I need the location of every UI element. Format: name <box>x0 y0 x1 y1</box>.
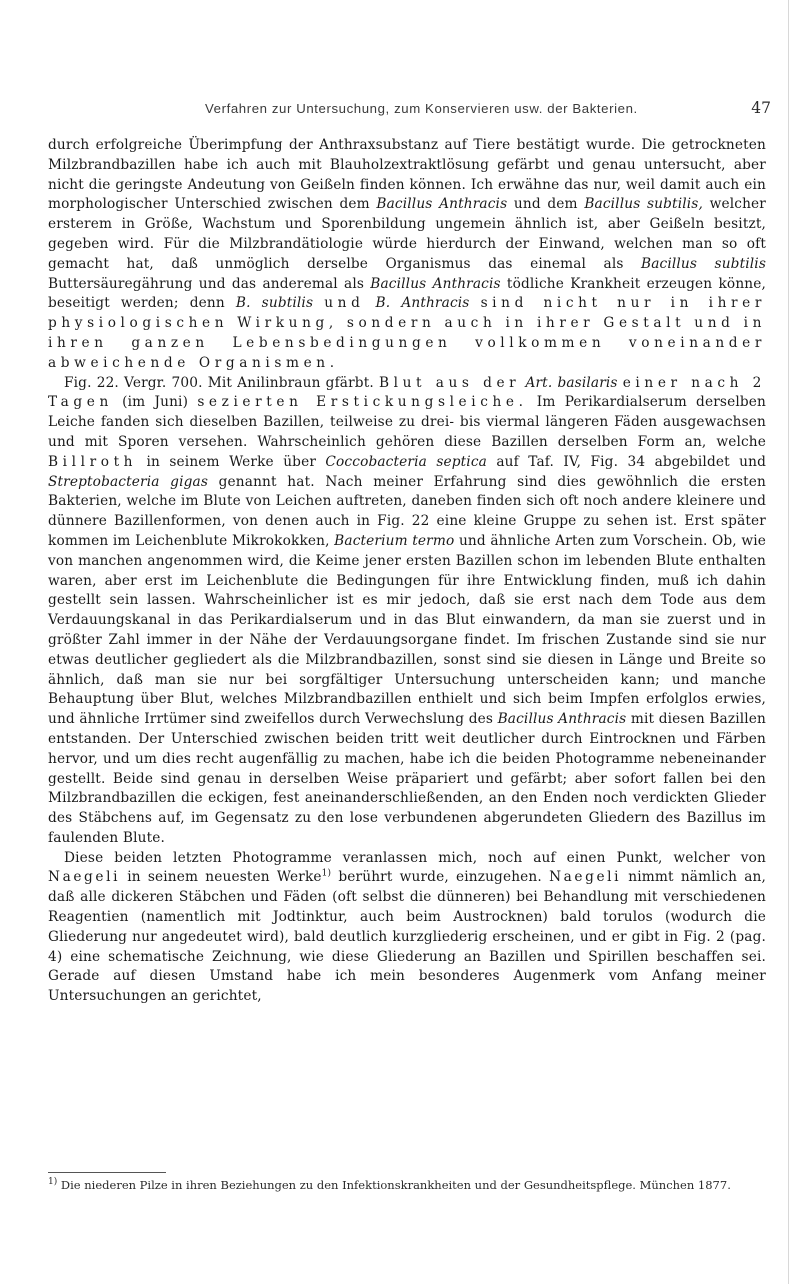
anatomical-term: Art. basilaris <box>525 374 618 391</box>
species-name: Streptobacteria gigas <box>48 473 209 490</box>
species-name: Coccobacteria septica <box>325 453 487 470</box>
text-run: und ähnliche Arten zum Vorschein. Ob, wie von manchen angenommen wird, die Keime jener ersten Bazillen schon im lebenden Blute enthalten waren, aber erst im Leichenblute die Bedingungen für ihre Entwicklung finden, muß ich dahin gestellt sein lassen. Wahrscheinlicher ist es mir jedoch, daß sie erst nach dem Tode aus dem Verdauungskanal in das Perikardialserum und in das Blut einwandern, da man sie zuerst und in größter Zahl immer in der Nähe der Verdauungsorgane findet. Im frischen Zustande sind sie nur etwas deutlicher gegliedert als die Milzbrandbazillen, sonst sind sie diesen in Länge und Breite so ähnlich, daß man sie nur bei sorgfältiger Untersuchung unterscheiden kann; und manche Behauptung über Blut, welches Milzbrandbazillen enthielt und sich beim Impfen erfolglos erwies, und ähnliche Irrtümer sind zweifellos durch Verwechslung des <box>48 532 767 728</box>
spaced-emphasis: sind nicht nur in ihrer physiologischen Wirkung, sondern auch in ihrer Gestalt und in ihren ganzen Lebensbedingungen vollkommen voneinander abweichende Organismen. <box>48 295 766 371</box>
author-name: Naegeli <box>549 869 622 886</box>
text-run: Diese beiden letzten Photogramme veranlassen mich, noch auf einen Punkt, welcher von <box>64 849 766 866</box>
paragraph-1 <box>48 136 766 374</box>
species-name: Bacillus Anthracis <box>370 275 501 292</box>
spaced-emphasis: sezierten Erstickungsleiche. <box>197 394 528 411</box>
text-run <box>469 295 480 311</box>
text-run: in seinem neuesten Werke <box>120 869 322 886</box>
paragraph-2-figure-22 <box>48 374 766 849</box>
footnote <box>48 1177 766 1194</box>
species-name: B. subtilis <box>235 295 314 312</box>
paragraph-3 <box>48 849 766 1007</box>
text-run: (im Juni) <box>112 394 198 411</box>
text-run: berührt wurde, einzugehen. <box>331 869 550 886</box>
species-name: Bacillus Anthracis <box>497 711 627 728</box>
page-number: 47 <box>751 99 771 117</box>
text-run: mit diesen Bazillen entstanden. Der Unterschied zwischen beiden tritt weit deutlicher durch Eintrocknen und Färben hervor, und um dies recht augenfällig zu machen, habe ich die beiden Photogramme nebeneinander gestellt. Beide sind genau in derselben Weise präpariert und gefärbt; aber sofort fallen bei den Milzbrandbazillen die eckigen, fest aneinanderschließenden, an den Enden noch verdickten Glieder des Stäbchens auf, im Gegensatz zu den lose verbundenen abgerundeten Gliedern des Bazillus im faulenden Blute. <box>48 711 766 846</box>
spaced-emphasis: Blut aus der <box>379 374 521 391</box>
text-run: durch erfolgreiche Überimpfung der Anthraxsubstanz auf Tiere bestätigt wurde. Die getrockneten Milzbrandbazillen habe ich auch mit Blauholzextraktlösung gefärbt und genau untersucht, aber nicht die geringste Andeutung von Geißeln finden können. Ich erwähne das nur, weil damit auch ein morphologischer Unterschied zwischen dem <box>48 137 766 213</box>
body-text <box>48 136 766 1007</box>
text-run: nimmt nämlich an, daß alle dickeren Stäbchen und Fäden (oft selbst die dünneren) bei Behandlung mit verschiedenen Reagentien (namentlich mit Jodtinktur, auch beim Austrocknen) bald torulos (wodurch die Gliederung nur angedeutet wird), bald deutlich kurzgliederig erscheinen, und er gibt in Fig. 2 (pag. 4) eine schematische Zeichnung, wie diese Gliederung an Bazillen und Spirillen beschaffen sei. Gerade auf diesen Umstand habe ich mein besonderes Augenmerk vom Anfang meiner Untersuchungen an gerichtet, <box>48 869 766 1005</box>
author-name: Naegeli <box>48 869 121 886</box>
footnote-marker: 1) <box>48 1177 58 1188</box>
page-header <box>205 99 771 121</box>
species-name: Bacillus subtilis, <box>584 196 703 213</box>
text-run: welcher ersterem in Größe, Wachstum und Sporenbildung ungemein ähnlich ist, aber Geißeln besitzt, gegeben wird. Für die Milzbrandätiologie würde hierdurch der Einwand, welchen man so oft gemacht hat, daß unmöglich derselbe Organismus das einemal als <box>48 196 766 272</box>
text-run: Buttersäuregährung und das anderemal als <box>48 275 371 292</box>
footnote-reference[interactable]: 1) <box>321 868 332 879</box>
running-head: Verfahren zur Untersuchung, zum Konservieren usw. der Bakterien. <box>205 101 638 116</box>
text-run: tödliche Krankheit erzeugen könne, beseitigt werden; denn <box>48 275 766 312</box>
text-run <box>364 295 375 311</box>
text-run <box>313 295 324 311</box>
footnote-rule <box>48 1172 166 1173</box>
species-name: Bacillus Anthracis <box>376 196 508 213</box>
text-run: genannt hat. Nach meiner Erfahrung sind dies gewöhnlich die ersten Bakterien, welche im Blute von Leichen auftreten, daneben finden sich oft noch andere kleinere und dünnere Bazillenformen, von denen auch in Fig. 22 eine kleine Gruppe zu sehen ist. Erst später kommen im Leichenblute Mikrokokken, <box>48 473 766 549</box>
page-edge-line <box>788 0 789 1284</box>
footnote-text: Die niederen Pilze in ihren Beziehungen zu den Infektionskrankheiten und der Gesundheitspflege. München 1877. <box>57 1178 731 1192</box>
text-run: Im Perikardialserum derselben Leiche fanden sich dieselben Bazillen, teilweise zu drei- bis viermal längeren Fäden ausgewachsen und mit Sporen versehen. Wahrscheinlich gehören diese Bazillen derselben Form an, welche <box>48 394 766 450</box>
author-name: Billroth <box>48 453 138 470</box>
species-name: B. Anthracis <box>375 295 470 312</box>
text-run: auf Taf. IV, Fig. 34 abgebildet und <box>486 453 766 470</box>
spaced-emphasis: und <box>324 295 365 312</box>
spaced-emphasis: einer nach 2 Tagen <box>48 374 766 411</box>
text-run: und dem <box>507 196 585 213</box>
text-run: in seinem Werke über <box>137 453 326 470</box>
text-run: Fig. 22. Vergr. 700. Mit Anilinbraun gfärbt. <box>64 374 379 391</box>
species-name: Bacterium termo <box>334 532 455 549</box>
species-name: Bacillus subtilis <box>641 255 766 272</box>
